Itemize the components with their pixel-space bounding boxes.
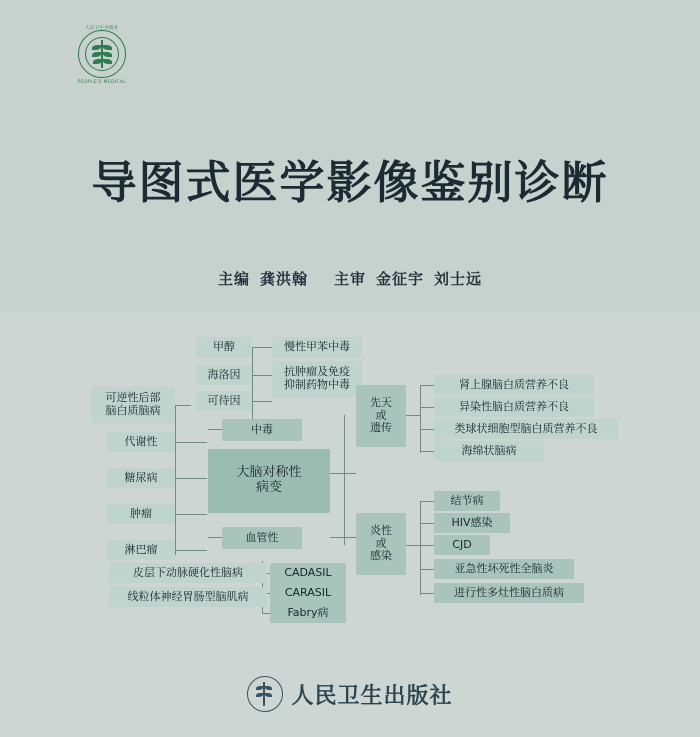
node-hiv-infection: HIV感染 — [434, 513, 510, 533]
publisher-name: 人民卫生出版社 — [291, 683, 453, 709]
node-codeine: 可待因 — [196, 391, 252, 411]
node-line-1: 大脑对称性 — [236, 465, 302, 481]
editor-name: 龚洪翰 — [259, 270, 308, 288]
node-line-1: 炎性 — [370, 524, 392, 538]
emblem-caption-bottom: PEOPLE'S MEDICAL — [77, 80, 127, 85]
publisher-logo-icon — [247, 676, 283, 712]
node-carasil: CARASIL — [270, 583, 346, 603]
connector — [252, 347, 253, 401]
node-congenital-hereditary — [356, 385, 406, 447]
node-line-3: 感染 — [370, 549, 392, 563]
node-line-2: 病变 — [255, 480, 282, 495]
node-methanol: 甲醇 — [196, 337, 252, 357]
connector — [406, 415, 420, 416]
connector — [175, 478, 207, 479]
connector — [420, 569, 434, 570]
editor-role-label: 主编 — [217, 270, 250, 288]
connector — [420, 429, 434, 430]
node-line-2: 或 — [375, 408, 387, 422]
connector — [175, 405, 191, 406]
connector — [330, 537, 356, 538]
connector — [252, 375, 272, 376]
reviewer-name-2: 刘士远 — [434, 270, 483, 288]
emblem-leaf — [103, 59, 112, 64]
mind-map-diagram — [0, 325, 700, 650]
node-lymphoma: 淋巴瘤 — [107, 540, 175, 560]
connector — [262, 613, 270, 614]
connector — [175, 405, 176, 555]
node-spongiform-encephalopathy: 海绵状脑病 — [434, 441, 544, 461]
node-metabolic: 代谢性 — [107, 432, 175, 452]
reviewer-role-label: 主审 — [333, 270, 366, 288]
node-antitumor-drug-toxicity — [272, 361, 362, 397]
node-line-2: 抑制药物中毒 — [284, 378, 350, 391]
node-line-1: 抗肿瘤及免疫 — [284, 365, 350, 379]
connector — [420, 501, 434, 502]
node-pml: 进行性多灶性脑白质病 — [434, 583, 584, 603]
node-line-2: 脑白质脑病 — [105, 404, 161, 417]
emblem-leaf — [103, 45, 112, 50]
connector — [330, 473, 356, 474]
node-binswanger-disease: 皮层下动脉硬化性脑病 — [109, 563, 267, 583]
connector — [420, 593, 434, 594]
connector — [344, 415, 345, 545]
connector — [420, 385, 421, 453]
connector — [175, 550, 207, 551]
emblem-leaf — [103, 52, 112, 57]
node-krabbe-disease: 类球状细胞型脑白质营养不良 — [434, 419, 618, 439]
connector — [420, 385, 434, 386]
node-poisoning: 中毒 — [222, 419, 302, 441]
connector — [175, 442, 207, 443]
node-line-2: 或 — [375, 536, 387, 550]
byline — [0, 268, 700, 289]
node-line-1: 可逆性后部 — [105, 391, 161, 405]
node-mngie: 线粒体神经胃肠型脑肌病 — [109, 587, 267, 607]
node-adrenoleukodystrophy: 肾上腺脑白质营养不良 — [434, 375, 594, 395]
node-metachromatic-leukodystrophy: 异染性脑白质营养不良 — [434, 397, 594, 417]
node-line-3: 遗传 — [370, 421, 392, 435]
node-fabry-disease: Fabry病 — [270, 603, 346, 623]
connector — [252, 347, 272, 348]
node-cadasil: CADASIL — [270, 563, 346, 583]
node-diabetes: 糖尿病 — [107, 468, 175, 488]
publisher-emblem-icon — [72, 24, 132, 86]
emblem-caption-top: 人民卫生出版社 — [85, 26, 119, 31]
node-sarcoidosis: 结节病 — [434, 491, 500, 511]
connector — [420, 545, 434, 546]
node-cjd: CJD — [434, 535, 490, 555]
node-line-1: 先天 — [370, 396, 392, 410]
publisher-mark — [0, 676, 700, 716]
node-vascular: 血管性 — [222, 527, 302, 549]
book-title: 导图式医学影像鉴别诊断 — [91, 156, 609, 209]
connector — [420, 501, 421, 595]
node-heroin: 海洛因 — [196, 365, 252, 385]
connector — [406, 545, 420, 546]
node-toluene-poisoning: 慢性甲苯中毒 — [272, 337, 362, 357]
node-pres — [91, 387, 175, 423]
connector — [420, 523, 434, 524]
node-tumor: 肿瘤 — [107, 504, 175, 524]
connector — [252, 401, 272, 402]
connector — [175, 514, 207, 515]
node-sspe: 亚急性坏死性全脑炎 — [434, 559, 574, 579]
reviewer-name-1: 金征宇 — [376, 270, 425, 288]
connector — [420, 407, 434, 408]
node-center-symmetric-cerebral-lesion — [208, 449, 330, 513]
connector — [420, 451, 434, 452]
node-inflammatory-infection — [356, 513, 406, 575]
